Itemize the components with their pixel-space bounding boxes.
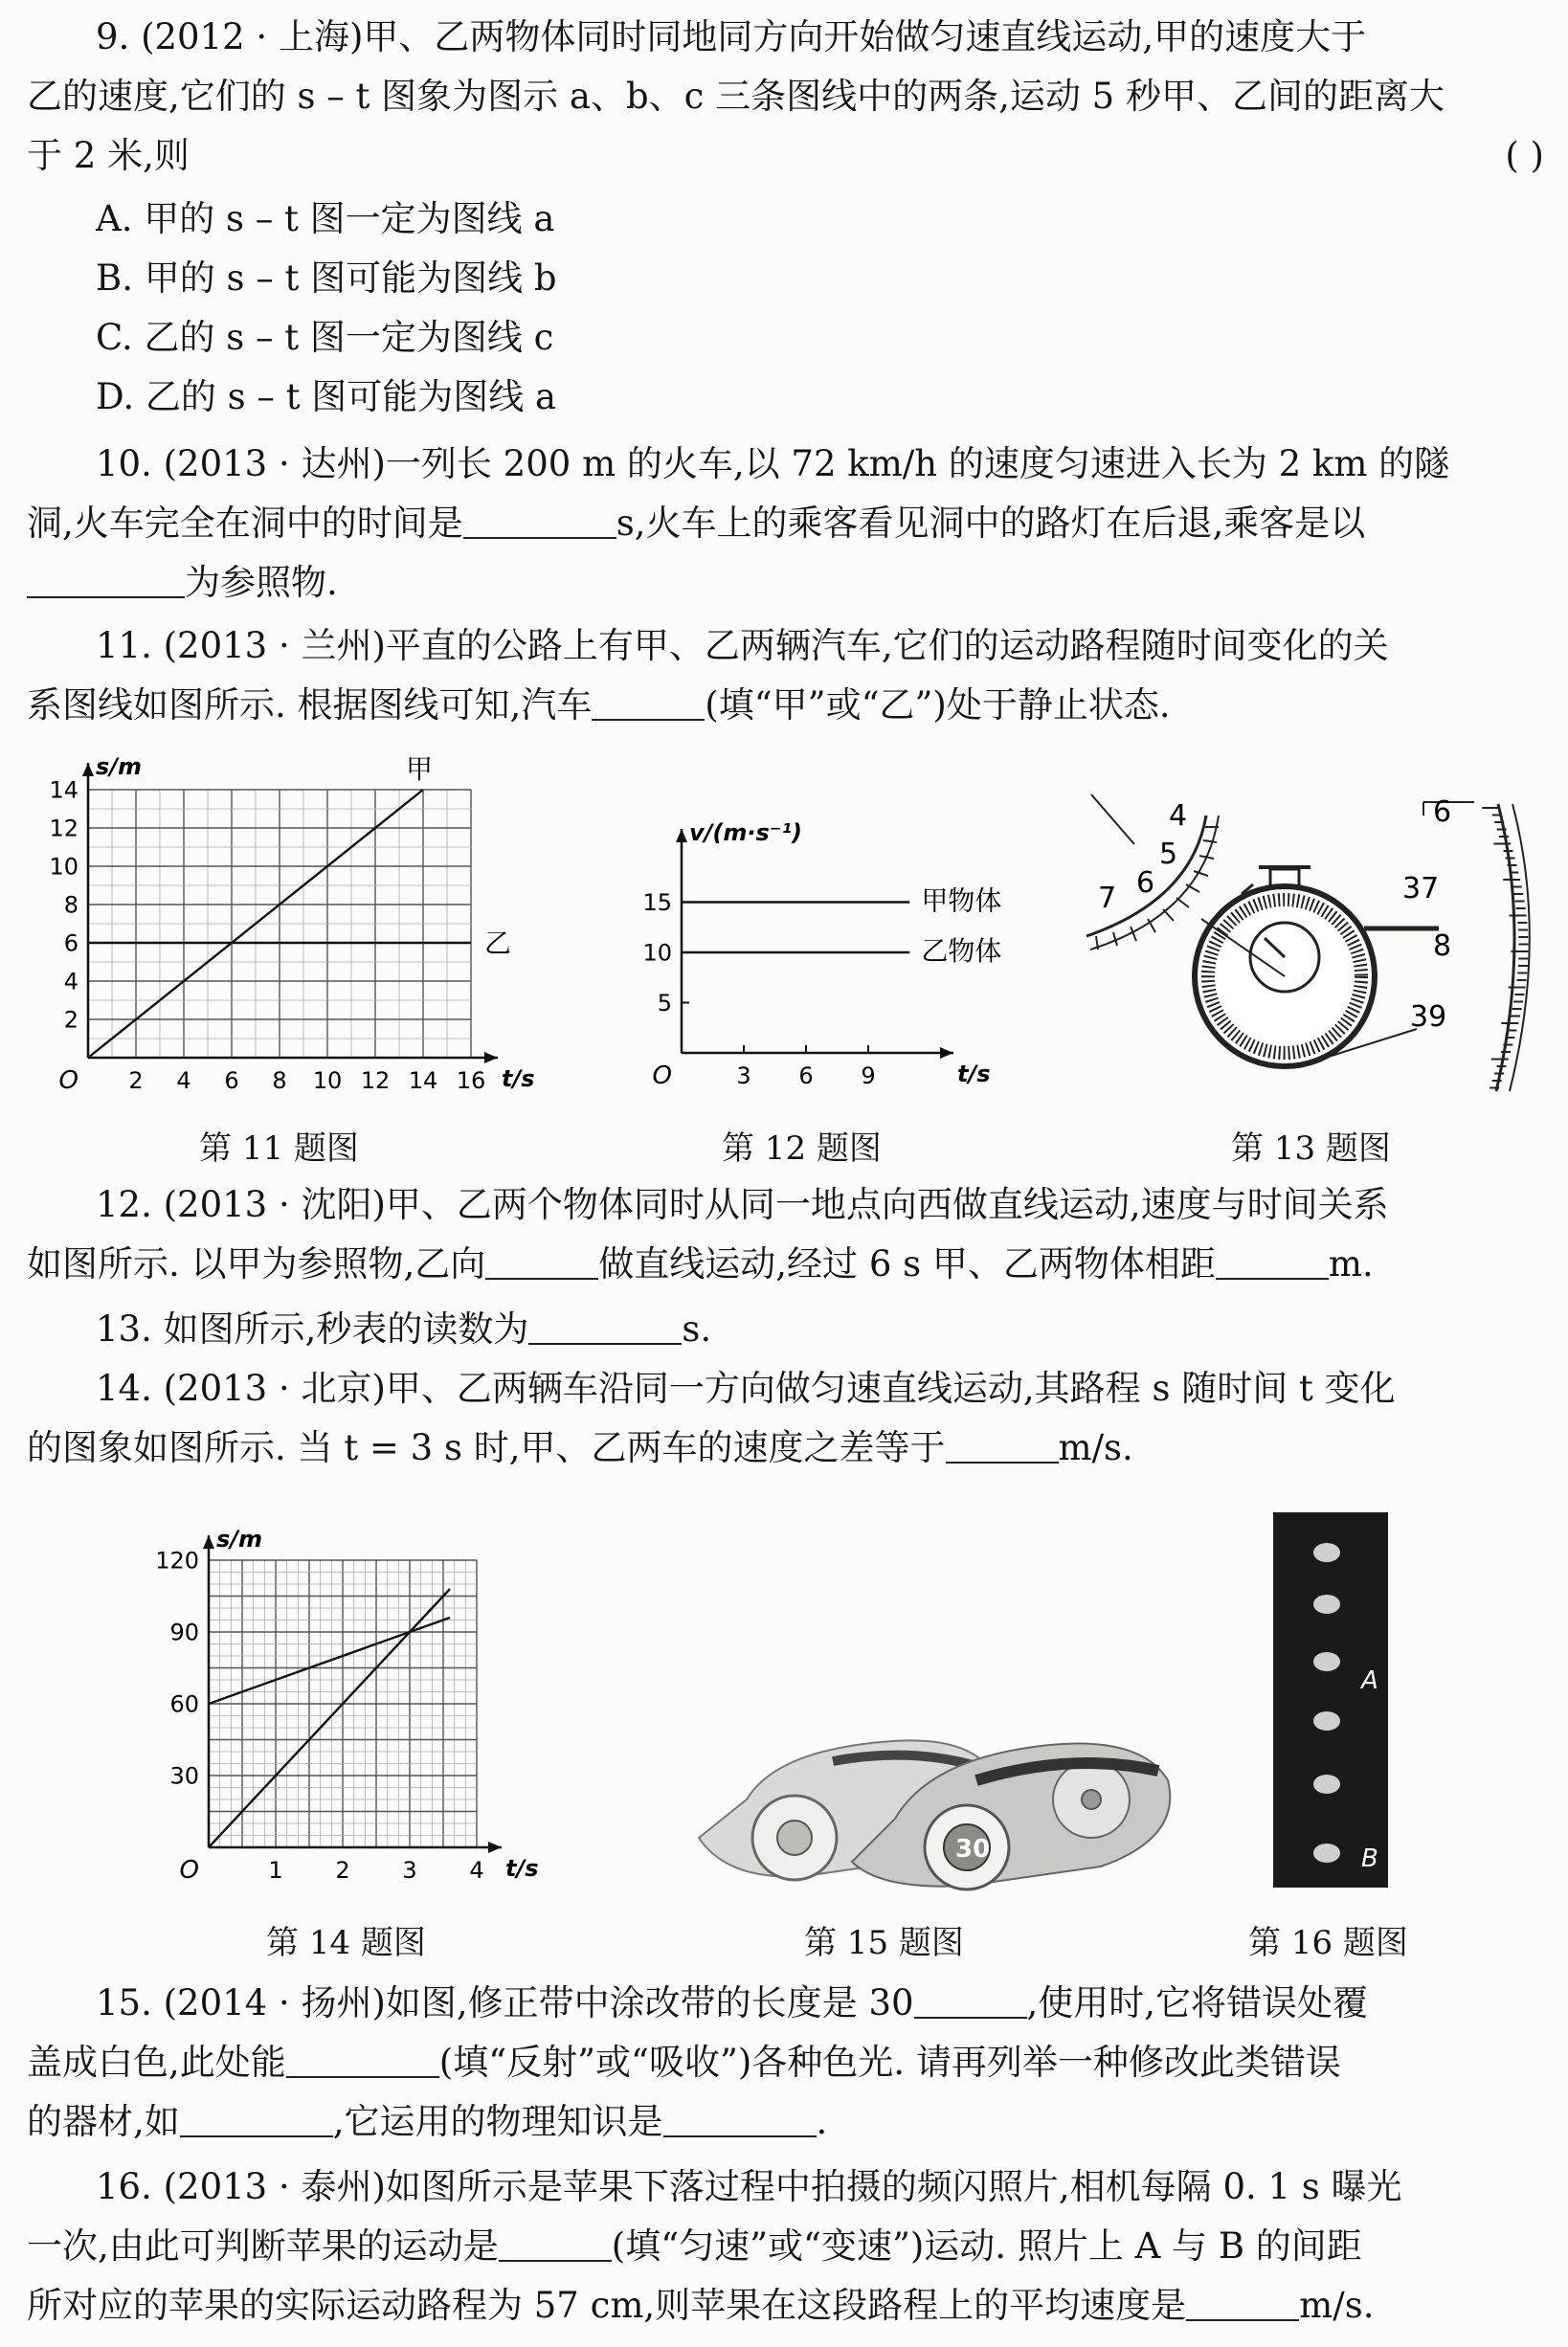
q9-option-c: C. 乙的 s – t 图一定为图线 c [96,317,554,358]
q10-blank-time[interactable] [463,503,616,539]
question-14 [27,1359,1544,1478]
scale-side-8: 8 [1433,929,1452,963]
x-tick-label: 2 [128,1067,144,1094]
question-12 [27,1175,1544,1294]
q11-line-2b: (填“甲”或“乙”)处于静止状态. [705,684,1171,726]
x-tick-label: 6 [798,1062,814,1089]
q15-line-1a: 15. (2014 · 扬州)如图,修正带中涂改带的长度是 30 [96,1982,914,2023]
question-13 [27,1300,1544,1359]
q12-blank-direction[interactable] [485,1243,598,1280]
x-axis-label: t/s [957,1061,991,1087]
series-label-1: 甲物体 [921,884,1002,917]
y-tick-label: 60 [169,1690,199,1718]
x-axis-label: t/s [502,1065,535,1092]
scale-top-7: 7 [1098,882,1117,915]
series-line-1 [209,1618,450,1704]
y-tick-label: 5 [657,989,672,1017]
y-axis-head [203,1535,214,1549]
q13-text: 13. 如图所示,秒表的读数为 [96,1308,529,1350]
q9-line-2: 乙的速度,它们的 s – t 图象为图示 a、b、c 三条图线中的两条,运动 5 秒甲、乙间的距离大 [27,76,1445,117]
q15-blank-unit[interactable] [914,1982,1027,2019]
figure-16-caption: 第 16 题图 [1248,1924,1408,1962]
x-tick-label: 2 [335,1857,350,1884]
q12-blank-distance[interactable] [1216,1243,1329,1280]
stopwatch-body [1195,867,1417,1066]
question-16 [27,2157,1544,2336]
series-label-1: 甲 [406,753,434,785]
origin-label: O [179,1856,199,1885]
x-tick-label: 6 [224,1067,239,1094]
q16-blank-motion[interactable] [499,2225,612,2262]
q15-line-3a: 的器材,如 [27,2101,180,2142]
figure-14-chart [153,1510,574,1893]
q12-line-2a: 如图所示. 以甲为参照物,乙向 [27,1243,486,1285]
series-label-2: 乙 [484,928,512,959]
q9-option-a: A. 甲的 s – t 图一定为图线 a [96,198,555,239]
y-tick-label: 15 [642,888,672,916]
x-tick-label: 4 [176,1067,191,1094]
y-tick-label: 12 [49,815,78,842]
q15-line-2b: (填“反射”或“吸收”)各种色光. 请再列举一种修改此类错误 [438,2042,1341,2083]
y-axis-label: v/(m·s⁻¹) [689,819,802,846]
figure-15-correction-tapes [689,1694,1187,1895]
q14-line-2b: m/s. [1058,1427,1133,1468]
y-tick-label: 4 [63,968,78,995]
q11-line-2a: 系图线如图所示. 根据图线可知,汽车 [27,684,593,726]
y-axis-label: s/m [216,1526,263,1553]
y-tick-label: 120 [155,1547,199,1575]
q16-blank-speed[interactable] [1186,2285,1299,2321]
q10-line-2b: s,火车上的乘客看见洞中的路灯在后退,乘客是以 [616,503,1366,544]
y-axis-label: s/m [96,753,143,780]
figure-11-caption: 第 11 题图 [199,1129,359,1168]
q10-line-2a: 洞,火车完全在洞中的时间是 [27,503,463,544]
q15-blank-physics[interactable] [663,2101,817,2137]
question-11 [27,616,1544,735]
y-axis-head [82,763,94,776]
q10-line-1: 10. (2013 · 达州)一列长 200 m 的火车,以 72 km/h 的速度匀速进入长为 2 km 的隧 [96,443,1450,484]
question-15 [27,1974,1544,2152]
q13-unit: s. [682,1308,712,1350]
label-b: B [1361,1844,1378,1873]
q14-line-2a: 的图象如图所示. 当 t = 3 s 时,甲、乙两车的速度之差等于 [27,1427,946,1468]
x-tick-label: 1 [268,1857,283,1884]
series-label-2: 乙物体 [921,935,1002,967]
q10-line-3b: 为参照物. [185,562,338,603]
q15-blank-light[interactable] [286,2042,439,2078]
x-tick-label: 8 [272,1067,287,1094]
q15-line-2a: 盖成白色,此处能 [27,2042,286,2083]
q12-line-2c: m. [1328,1243,1374,1285]
x-tick-label: 14 [408,1067,438,1094]
y-tick-label: 6 [63,929,78,957]
scale-side-39: 39 [1410,1000,1447,1034]
q9-line-1: 9. (2012 · 上海)甲、乙两物体同时同地同方向开始做匀速直线运动,甲的速度大于 [96,16,1367,57]
y-tick-label: 10 [49,853,78,881]
question-9 [27,8,1544,186]
q15-line-1b: ,使用时,它将错误处覆 [1026,1982,1369,2023]
y-tick-label: 90 [169,1619,199,1646]
q14-line-1: 14. (2013 · 北京)甲、乙两辆车沿同一方向做匀速直线运动,其路程 s 随时间 t 变化 [96,1368,1396,1409]
y-tick-label: 10 [642,939,672,967]
q16-line-2b: (填“匀速”或“变速”)运动. 照片上 A 与 B 的间距 [611,2225,1362,2267]
scale-side-6: 6 [1433,795,1452,829]
x-tick-label: 4 [469,1857,484,1884]
q13-blank[interactable] [528,1308,682,1345]
series-line-2 [209,1589,450,1847]
y-tick-label: 14 [49,776,78,804]
figure-11-chart [38,753,535,1101]
q12-line-1: 12. (2013 · 沈阳)甲、乙两个物体同时从同一地点向西做直线运动,速度与时间关系 [96,1184,1389,1225]
y-tick-label: 2 [63,1006,78,1034]
q16-line-1: 16. (2013 · 泰州)如图所示是苹果下落过程中拍摄的频闪照片,相机每隔 0. 1 s 曝光 [96,2166,1402,2207]
scale-top-5: 5 [1159,838,1178,871]
x-axis-head [940,1047,953,1059]
q15-line-3c: . [816,2101,828,2142]
figure-14-caption: 第 14 题图 [266,1924,426,1962]
scale-top-4: 4 [1169,799,1188,833]
q9-option-d: D. 乙的 s – t 图可能为图线 a [96,376,557,417]
x-axis-head [484,1052,498,1063]
q9-answer-bracket: ( ) [1505,135,1544,176]
label-a: A [1361,1666,1378,1695]
x-tick-label: 9 [861,1062,876,1089]
origin-label: O [652,1062,672,1090]
x-tick-label: 3 [402,1857,417,1884]
x-tick-label: 10 [312,1067,343,1094]
scale-top-6: 6 [1136,866,1155,900]
question-10 [27,435,1544,613]
x-tick-label: 16 [456,1067,486,1094]
y-tick-label: 8 [63,891,78,919]
x-axis-label: t/s [505,1855,539,1882]
x-axis-head [488,1842,502,1853]
y-tick-label: 30 [169,1762,199,1790]
q10-blank-reference[interactable] [27,562,185,598]
q11-blank[interactable] [592,684,705,721]
q9-line-3: 于 2 米,则 [27,135,190,176]
x-tick-label: 3 [736,1062,751,1089]
figure-16-strobe-photo [1273,1512,1388,1888]
figure-15-caption: 第 15 题图 [804,1924,964,1962]
q12-line-2b: 做直线运动,经过 6 s 甲、乙两物体相距 [598,1243,1216,1285]
q16-line-3a: 所对应的苹果的实际运动路程为 57 cm,则苹果在这段路程上的平均速度是 [27,2285,1187,2326]
y-axis-head [676,829,687,842]
figure-13-stopwatch [1077,785,1556,1101]
tape-label-30: 30 [955,1835,991,1864]
figure-13-caption: 第 13 题图 [1231,1129,1391,1168]
q9-option-b: B. 甲的 s – t 图可能为图线 b [96,257,557,299]
q14-blank[interactable] [946,1427,1059,1464]
figure-12-chart [632,794,1005,1101]
q15-line-3b: ,它运用的物理知识是 [332,2101,663,2142]
origin-label: O [58,1066,78,1095]
figure-12-caption: 第 12 题图 [722,1129,882,1168]
stopwatch-scale-leader [1091,794,1134,844]
q11-line-1: 11. (2013 · 兰州)平直的公路上有甲、乙两辆汽车,它们的运动路程随时间变化的关 [96,625,1389,666]
x-tick-label: 12 [360,1067,391,1094]
scale-side-37: 37 [1402,872,1440,905]
q15-blank-tool[interactable] [180,2101,333,2137]
q16-line-3b: m/s. [1299,2285,1375,2326]
q16-line-2a: 一次,由此可判断苹果的运动是 [27,2225,499,2267]
